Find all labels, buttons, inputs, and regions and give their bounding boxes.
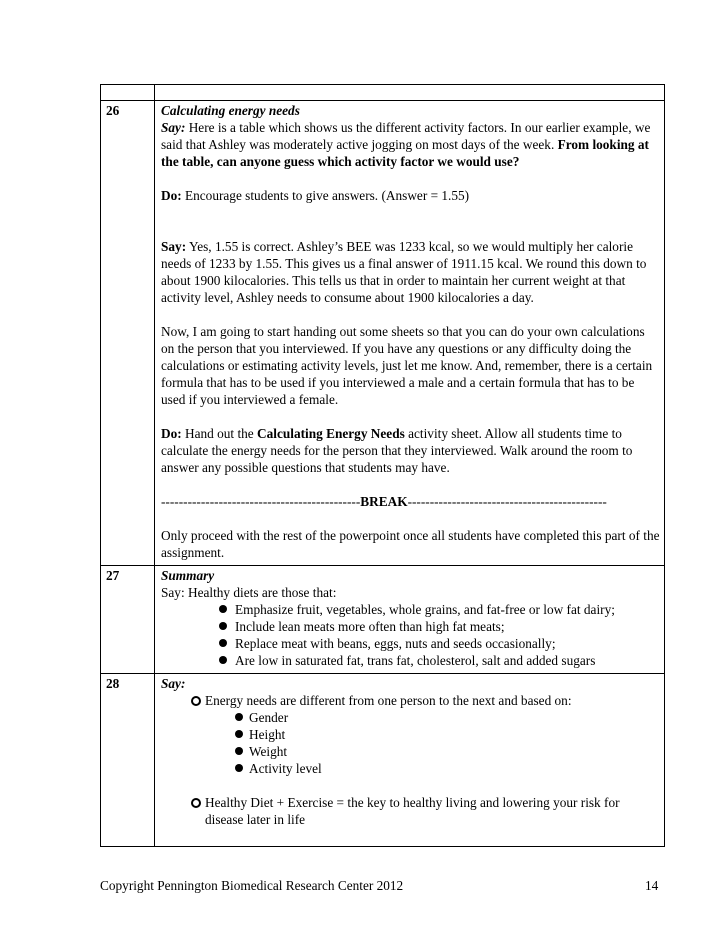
- do-text: activity sheet. Allow all students time to calculate the energy needs for the person that they interviewed. Walk around the room to answer any possible questions that students may have.: [161, 426, 633, 475]
- slide-notes: [155, 566, 665, 674]
- say-paragraph: [161, 238, 660, 306]
- section-title: Summary: [161, 568, 215, 583]
- slide-number: 27: [101, 566, 155, 674]
- page-number: 14: [645, 878, 659, 893]
- list-item: Activity level: [205, 760, 660, 777]
- break-dashes-left: ---------------------------------------------: [161, 494, 361, 509]
- say-text: Yes, 1.55 is correct. Ashley’s BEE was 1233 kcal, so we would multiply her calorie needs of 1233 by 1.55. This gives us a final answer of 1911.15 kcal. We round this down to about 1900 kilocalories. This tells us that in order to maintain her current weight at that activity level, Ashley needs to consume about 1900 kilocalories a day.: [161, 239, 647, 305]
- say-text: Here is a table which shows us the different activity factors. In our earlier example, we said that Ashley was moderately active jogging on most days of the week.: [161, 120, 651, 152]
- factors-list: [205, 709, 660, 777]
- break-label: BREAK: [360, 494, 408, 509]
- key-points-list: [191, 692, 660, 777]
- table-header-row: [101, 85, 665, 101]
- table-row: [101, 566, 665, 674]
- break-dashes-right: ---------------------------------------------: [407, 494, 607, 509]
- table-row: [101, 101, 665, 566]
- list-item: [191, 692, 660, 777]
- list-item: Replace meat with beans, eggs, nuts and seeds occasionally;: [161, 635, 660, 652]
- list-item: Height: [205, 726, 660, 743]
- do-paragraph: [161, 425, 660, 476]
- do-text: Encourage students to give answers. (Answer = 1.55): [181, 188, 470, 203]
- proceed-paragraph: Only proceed with the rest of the powerpoint once all students have completed this part of the assignment.: [161, 528, 660, 560]
- say-label: Say:: [161, 239, 187, 254]
- lesson-table: [100, 84, 665, 847]
- list-item: Include lean meats more often than high fat meats;: [161, 618, 660, 635]
- list-item: Are low in saturated fat, trans fat, cholesterol, salt and added sugars: [161, 652, 660, 669]
- point-text: Energy needs are different from one person to the next and based on:: [205, 693, 572, 708]
- footer-copyright: Copyright Pennington Biomedical Research Center 2012: [100, 878, 404, 893]
- summary-intro: Say: Healthy diets are those that:: [161, 585, 337, 600]
- table-row: [101, 674, 665, 847]
- say-label: Say:: [161, 120, 186, 135]
- do-label: Do:: [161, 426, 182, 441]
- slide-number: 26: [101, 101, 155, 566]
- do-text: Hand out the: [181, 426, 258, 441]
- point-text: Healthy Diet + Exercise = the key to healthy living and lowering your risk for disease later in life: [205, 795, 620, 827]
- break-divider: [161, 493, 660, 510]
- section-title: Say:: [161, 676, 186, 691]
- circle-bullet-icon: [191, 798, 201, 808]
- section-title: Calculating energy needs: [161, 103, 300, 118]
- list-item: Gender: [205, 709, 660, 726]
- list-item: Emphasize fruit, vegetables, whole grains, and fat-free or low fat dairy;: [161, 601, 660, 618]
- list-item: [191, 794, 660, 828]
- slide-notes: [155, 674, 665, 847]
- slide-number: 28: [101, 674, 155, 847]
- say-paragraph: [161, 119, 660, 170]
- instruction-paragraph: Now, I am going to start handing out some sheets so that you can do your own calculations on the person that you interviewed. If you have any questions or any difficulty doing the calculations or estimating activity levels, just let me know. And, remember, there is a certain formula that has to be used if you interviewed a male and a certain formula that has to be used if you interviewed a female.: [161, 324, 653, 407]
- circle-bullet-icon: [191, 696, 201, 706]
- do-label: Do:: [161, 188, 182, 203]
- summary-list: [161, 601, 660, 669]
- list-item: Weight: [205, 743, 660, 760]
- header-number-cell: [101, 85, 155, 101]
- key-points-list: [191, 794, 660, 828]
- slide-notes: [155, 101, 665, 566]
- header-body-cell: [155, 85, 665, 101]
- activity-sheet-name: Calculating Energy Needs: [257, 426, 405, 441]
- say-question: From looking at the table, can anyone guess which activity factor we would use?: [161, 137, 649, 169]
- do-paragraph: [161, 187, 660, 204]
